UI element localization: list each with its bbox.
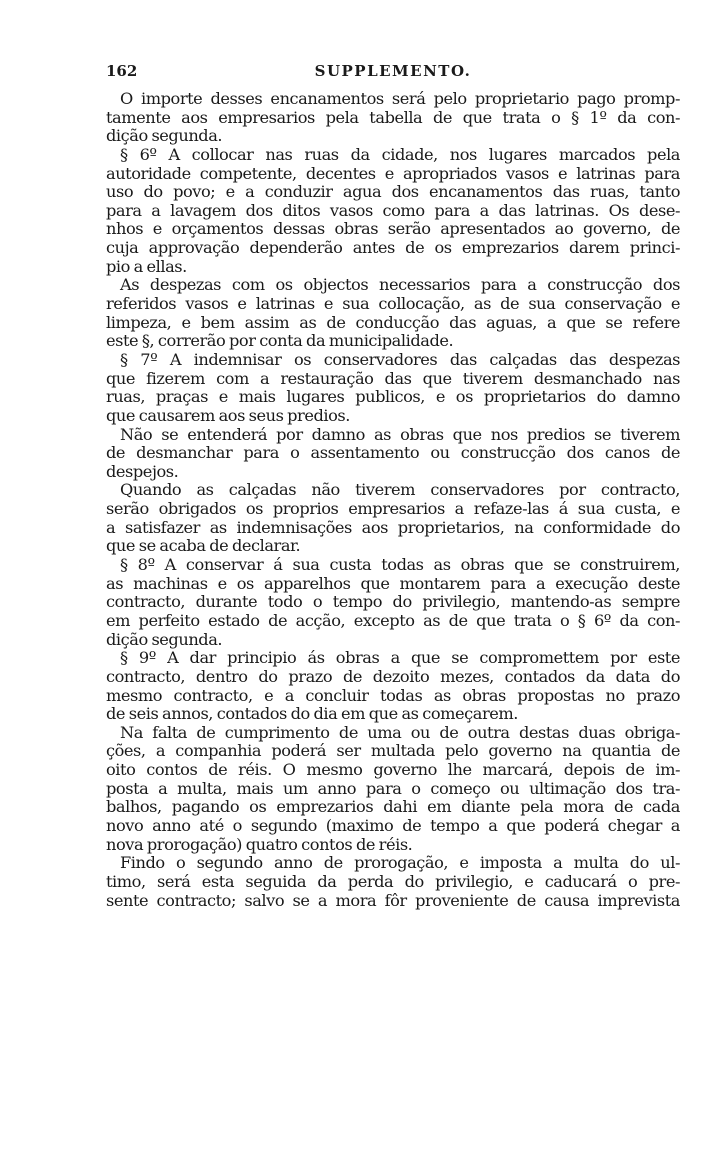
running-header bbox=[106, 62, 680, 82]
text-line: Quando as calçadas não tiverem conservadores por contracto, bbox=[120, 480, 680, 500]
text-line: que se acaba de declarar. bbox=[106, 536, 301, 556]
text-line: balhos, pagando os emprezarios dahi em diante pela mora de cada bbox=[106, 797, 680, 817]
text-line: contracto, dentro do prazo de dezoito mezes, contados da data do bbox=[106, 666, 680, 686]
text-line: tamente aos empresarios pela tabella de que trata o § 1º da con- bbox=[106, 107, 680, 127]
text-line: Não se entenderá por damno as obras que nos predios se tiverem bbox=[120, 424, 680, 444]
text-line: pio a ellas. bbox=[106, 256, 187, 276]
text-line: nova prorogação) quatro contos de réis. bbox=[106, 834, 413, 854]
text-line: posta a multa, mais um anno para o começo ou ultimação dos tra- bbox=[106, 778, 680, 798]
text-line: § 8º A conservar á sua custa todas as obras que se construirem, bbox=[120, 555, 680, 575]
text-line: de seis annos, contados do dia em que as começarem. bbox=[106, 704, 519, 724]
text-line: ruas, praças e mais lugares publicos, e os proprietarios do damno bbox=[106, 387, 680, 407]
page-number: 162 bbox=[106, 62, 138, 80]
text-line: uso do povo; e a conduzir agua dos encanamentos das ruas, tanto bbox=[106, 182, 680, 202]
text-line: ções, a companhia poderá ser multada pelo governo na quantia de bbox=[106, 741, 680, 761]
text-line: as machinas e os apparelhos que montarem para a execução deste bbox=[106, 573, 680, 593]
text-line: sente contracto; salvo se a mora fôr proveniente de causa imprevista bbox=[106, 890, 680, 910]
text-line: cuja approvação dependerão antes de os emprezarios darem princi- bbox=[106, 238, 680, 258]
text-line: § 7º A indemnisar os conservadores das calçadas das despezas bbox=[120, 349, 680, 369]
text-line: para a lavagem dos ditos vasos como para a das latrinas. Os dese- bbox=[106, 200, 680, 220]
text-line: novo anno até o segundo (maximo de tempo a que poderá chegar a bbox=[106, 815, 680, 835]
text-line: limpeza, e bem assim as de conducção das aguas, a que se refere bbox=[106, 312, 680, 332]
text-line: mesmo contracto, e a concluir todas as obras propostas no prazo bbox=[106, 685, 680, 705]
text-line: Na falta de cumprimento de uma ou de outra destas duas obriga- bbox=[120, 722, 680, 742]
text-line: de desmanchar para o assentamento ou construcção dos canos de bbox=[106, 443, 680, 463]
text-line: § 6º A collocar nas ruas da cidade, nos lugares marcados pela bbox=[120, 144, 680, 164]
text-line: referidos vasos e latrinas e sua collocação, as de sua conservação e bbox=[106, 294, 680, 314]
text-line: nhos e orçamentos dessas obras serão apresentados ao governo, de bbox=[106, 219, 680, 239]
text-line: timo, será esta seguida da perda do privilegio, e caducará o pre- bbox=[106, 871, 680, 891]
text-line: em perfeito estado de acção, excepto as de que trata o § 6º da con- bbox=[106, 610, 680, 630]
text-line: autoridade competente, decentes e apropriados vasos e latrinas para bbox=[106, 163, 680, 183]
text-line: contracto, durante todo o tempo do privilegio, mantendo-as sempre bbox=[106, 592, 680, 612]
text-line: este §, correrão por conta da municipalidade. bbox=[106, 331, 454, 351]
text-line: O importe desses encanamentos será pelo proprietario pago promp- bbox=[120, 89, 680, 108]
text-line: serão obrigados os proprios empresarios a refaze-las á sua custa, e bbox=[106, 499, 680, 519]
body-text bbox=[106, 90, 680, 910]
text-line: § 9º A dar principio ás obras a que se compromettem por este bbox=[120, 648, 680, 668]
text-line: a satisfazer as indemnisações aos proprietarios, na conformidade do bbox=[106, 517, 680, 537]
running-title: SUPPLEMENTO. bbox=[314, 62, 472, 80]
text-line: As despezas com os objectos necessarios para a construcção dos bbox=[120, 275, 680, 295]
text-line: que fizerem com a restauração das que tiverem desmanchado nas bbox=[106, 368, 680, 388]
text-line: Findo o segundo anno de prorogação, e imposta a multa do ul- bbox=[120, 853, 680, 873]
text-line: oito contos de réis. O mesmo governo lhe marcará, depois de im- bbox=[106, 760, 680, 780]
text-line: despejos. bbox=[106, 461, 179, 481]
text-line: dição segunda. bbox=[106, 126, 223, 146]
text-line: que causarem aos seus predios. bbox=[106, 405, 350, 425]
text-line: dição segunda. bbox=[106, 629, 223, 649]
